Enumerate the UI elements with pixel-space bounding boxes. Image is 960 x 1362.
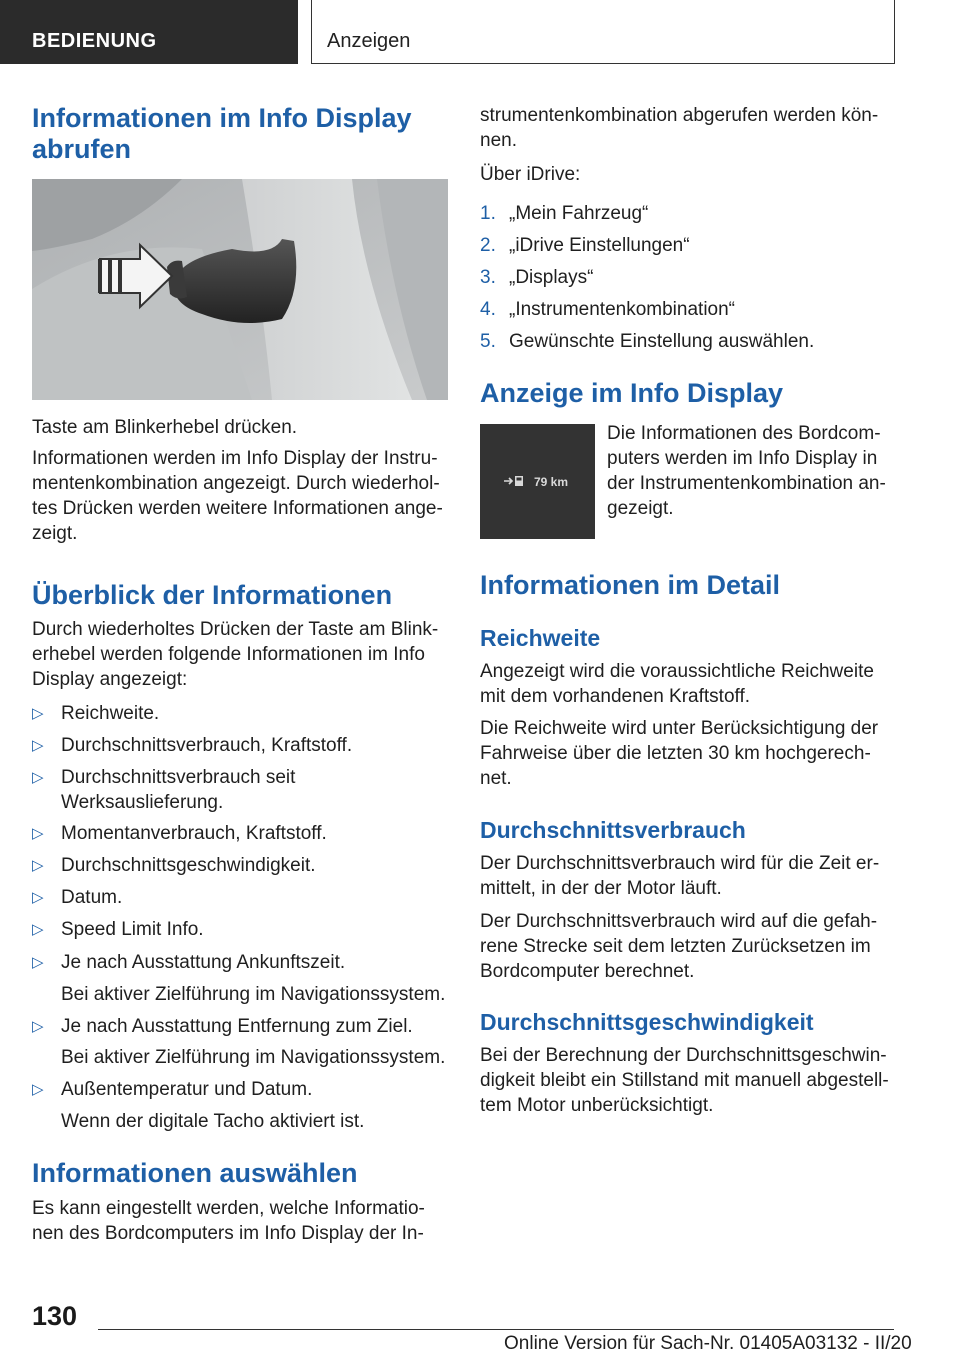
header-section-label: BEDIENUNG: [32, 30, 157, 52]
page-number: 130: [32, 1301, 78, 1331]
heading-reichweite: Reichweite: [480, 625, 601, 651]
list-item-note: Bei aktiver Zielführung im Navigationssystem.: [61, 1047, 446, 1068]
paragraph-info: Informationen werden im Info Display der Instrumentenkombination angezeigt. Durch wiederholtes Drücken werden weitere Informationen angezeigt.: [32, 448, 443, 544]
paragraph-reichweite-2: Die Reichweite wird unter Berücksichtigung der Fahrweise über die letzten 30 km hochgerechnet.: [480, 718, 879, 789]
lever-illustration-icon: [32, 179, 448, 400]
header-section-tab: [0, 0, 298, 64]
bullet-marker-icon: ▷: [32, 889, 44, 906]
heading-detail: Informationen im Detail: [480, 570, 781, 600]
range-value: 79 km: [534, 475, 569, 489]
bullet-marker-icon: ▷: [32, 769, 44, 786]
heading-geschwindigkeit: Durchschnittsgeschwindigkeit: [480, 1009, 814, 1035]
paragraph-verbrauch-2: Der Durchschnittsverbrauch wird auf die gefahrene Strecke seit dem letzten Zurücksetzen im Bordcomputer berechnet.: [480, 911, 878, 982]
info-display-image: [480, 424, 595, 539]
turn-signal-lever-photo: [32, 179, 448, 400]
bullet-marker-icon: ▷: [32, 954, 44, 971]
heading-anzeige: Anzeige im Info Display: [480, 378, 784, 408]
bullet-marker-icon: ▷: [32, 1018, 44, 1035]
heading-verbrauch: Durchschnittsverbrauch: [480, 817, 746, 843]
paragraph-reichweite-1: Angezeigt wird die voraussichtliche Reichweite mit dem vorhandenen Kraftstoff.: [480, 661, 874, 707]
header-subsection-label: Anzeigen: [327, 30, 411, 52]
photo-caption: Taste am Blinkerhebel drücken.: [32, 417, 298, 438]
heading-ueberblick: Überblick der Informationen: [32, 580, 393, 610]
footer-version: Online Version für Sach-Nr. 01405A03132 - II/20: [504, 1333, 912, 1354]
paragraph-geschwindigkeit: Bei der Berechnung der Durchschnittsgeschwindigkeit bleibt ein Stillstand mit manuell abgestelltem Motor unberücksichtigt.: [480, 1045, 889, 1116]
bullet-marker-icon: ▷: [32, 705, 44, 722]
range-display-icon: [480, 424, 595, 539]
bullet-marker-icon: ▷: [32, 921, 44, 938]
bullet-marker-icon: ▷: [32, 1081, 44, 1098]
heading-info-display: Informationen im Info Display abrufen: [32, 103, 412, 164]
bullet-marker-icon: ▷: [32, 737, 44, 754]
paragraph-anzeige: Die Informationen des Bordcomputers werden im Info Display in der Instrumentenkombination angezeigt.: [607, 423, 886, 519]
list-item-note: Wenn der digitale Tacho aktiviert ist.: [61, 1111, 365, 1132]
heading-auswaehlen: Informationen auswählen: [32, 1158, 358, 1188]
footer-divider: [98, 1329, 894, 1330]
paragraph-idrive: Über iDrive:: [480, 164, 581, 185]
paragraph-continue: strumentenkombination abgerufen werden können.: [480, 105, 879, 151]
paragraph-auswaehlen: Es kann eingestellt werden, welche Informationen des Bordcomputers im Info Display der In-: [32, 1198, 425, 1244]
header-subsection-box: [311, 0, 895, 64]
paragraph-ueberblick: Durch wiederholtes Drücken der Taste am Blinkerhebel werden folgende Informationen im Info Display angezeigt:: [32, 619, 439, 690]
list-item-note: Bei aktiver Zielführung im Navigationssystem.: [61, 984, 446, 1005]
bullet-marker-icon: ▷: [32, 825, 44, 842]
paragraph-verbrauch-1: Der Durchschnittsverbrauch wird für die Zeit ermittelt, in der der Motor läuft.: [480, 853, 880, 899]
bullet-marker-icon: ▷: [32, 857, 44, 874]
